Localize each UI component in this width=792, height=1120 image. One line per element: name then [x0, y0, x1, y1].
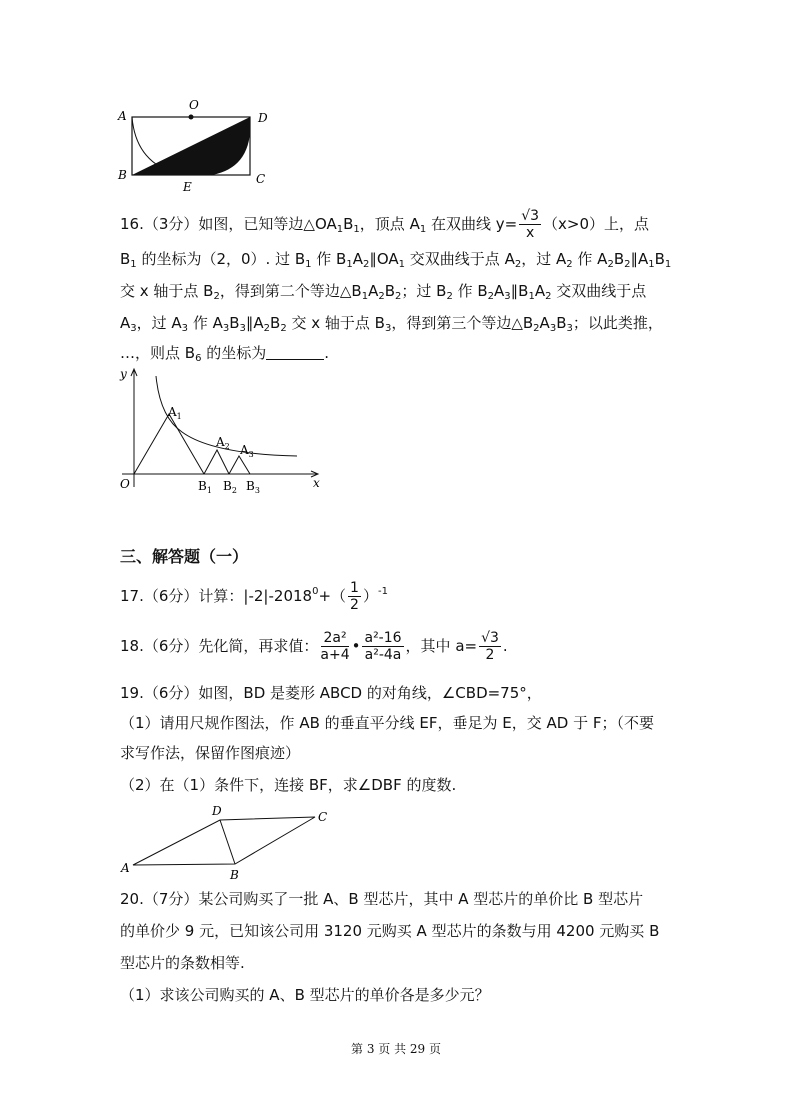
triangle-3	[229, 456, 250, 474]
section-heading: 三、解答题（一）	[120, 547, 249, 566]
q20-line-3: 型芯片的条数相等.	[120, 954, 245, 972]
q20-line-4: （1）求该公司购买的 A、B 型芯片的单价各是多少元？	[120, 986, 490, 1004]
answer-blank	[266, 345, 324, 360]
q16-line-2: $B_1$ 的坐标为（2，0）. 过 $B_1$ 作 $B_1A_2\parallel OA_1$ 交双曲线于点 $A_2$，过 $A_2$ 作 $A_2B_2\parallel A_1B_1$	[120, 250, 672, 270]
label-c: C	[256, 172, 266, 186]
axis-label-y: y	[120, 367, 127, 381]
diagonal-bd	[220, 820, 235, 864]
label-o: O	[189, 98, 199, 112]
q20-line-1: 20.（7分）某公司购买了一批 A、B 型芯片，其中 A 型芯片的单价比 B 型芯片	[120, 890, 644, 908]
figure-rhombus	[115, 800, 335, 882]
label-d: D	[258, 111, 268, 125]
q20-line-2: 的单价少 9 元，已知该公司用 3120 元购买 A 型芯片的条数与用 4200 元购买 B	[120, 922, 660, 940]
fraction-a2-16-over-a2-4a: $\frac{\text{a²-16}}{\text{a²-4a}}$	[364, 630, 402, 663]
q19-line-1: 19.（6分）如图，BD 是菱形 ABCD 的对角线，∠CBD=75°，	[120, 684, 542, 702]
label-a1: $A_1$	[168, 405, 182, 421]
label-a: A	[121, 861, 130, 875]
shaded-region	[132, 117, 250, 175]
label-b1: $B_1$	[198, 479, 212, 495]
label-c: C	[318, 810, 328, 824]
center-point-o	[189, 115, 194, 120]
q19-line-4: （2）在（1）条件下，连接 BF，求∠DBF 的度数.	[120, 776, 457, 794]
fraction-one-half: $\frac{1}{2}$	[350, 580, 359, 613]
label-a3: $A_3$	[240, 443, 254, 459]
label-d: D	[212, 804, 222, 818]
q16-line-3: 交 x 轴于点 $B_2$，得到第二个等边$\triangle B_1A_2B_2$；过 $B_2$ 作 $B_2A_3\parallel B_1A_2$ 交双曲线于点	[120, 282, 647, 302]
q16-line-4: $A_3$，过 $A_3$ 作 $A_3B_3\parallel A_2B_2$ 交 x 轴于点 $B_3$，得到第三个等边$\triangle B_2A_3B_3$；以此类推，	[120, 314, 663, 334]
q16-line-1: 16.（3分）如图，已知等边$\triangle OA_1B_1$，顶点 $A_1$ 在双曲线 y= $\frac{√3}{x}$ （x>0）上，点	[120, 208, 650, 241]
axis-label-x: x	[313, 476, 320, 490]
rhombus-abcd	[133, 817, 315, 865]
label-b: B	[118, 168, 127, 182]
label-b3: $B_3$	[246, 479, 260, 495]
label-b2: $B_2$	[223, 479, 237, 495]
triangle-2	[204, 450, 229, 474]
q19-line-3: 求写作法，保留作图痕迹）	[120, 744, 301, 762]
fraction-sqrt3-over-2: $\frac{√3}{2}$	[481, 630, 499, 663]
q19-line-2: （1）请用尺规作图法，作 AB 的垂直平分线 EF，垂足为 E，交 AD 于 F；（不要	[120, 714, 654, 732]
fraction-sqrt3-over-x: $\frac{√3}{x}$	[521, 208, 540, 241]
q16-line-5: …，则点 $B_6$ 的坐标为 .	[120, 344, 329, 364]
triangle-1	[134, 414, 204, 474]
label-e: E	[183, 180, 192, 194]
origin-label: O	[120, 477, 130, 491]
fraction-2a2-over-a-plus-4: $\frac{\text{2a²}}{a+4}$	[320, 630, 350, 663]
label-a: A	[118, 109, 127, 123]
q17-line: 17.（6分）计算：$|-2|-2018^0+$（ $\frac{1}{2}$ ）$^{-1}$	[120, 580, 388, 613]
q18-line: 18.（6分）先化简，再求值： $\frac{\text{2a²}}{a+4}$ • $\frac{\text{a²-16}}{\text{a²-4a}}$ ，其中 a= $\frac{√3}{2}$ .	[120, 630, 508, 663]
label-b: B	[230, 868, 239, 882]
page-footer: 第 3 页 共 29 页	[351, 1042, 441, 1056]
figure-rectangle-shaded	[112, 95, 282, 195]
figure-hyperbola	[112, 362, 327, 502]
label-a2: $A_2$	[216, 435, 230, 451]
